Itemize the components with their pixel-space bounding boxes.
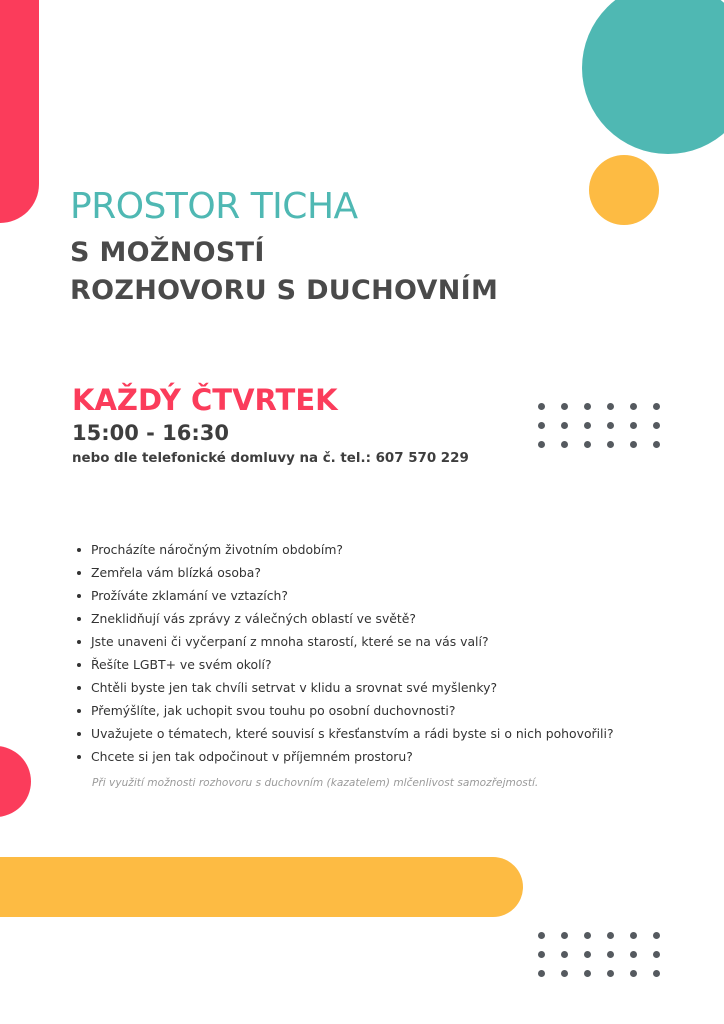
list-item: Prožíváte zklamání ve vztazích? xyxy=(91,584,614,607)
list-item: Přemýšlíte, jak uchopit svou touhu po osobní duchovnosti? xyxy=(91,699,614,722)
schedule-phone-note: nebo dle telefonické domluvy na č. tel.: 607 570 229 xyxy=(72,451,469,466)
title-line-2: S MOŽNOSTÍ xyxy=(70,237,265,268)
decor-yellow-circle xyxy=(589,155,659,225)
list-item: Zneklidňují vás zprávy z válečných oblastí ve světě? xyxy=(91,607,614,630)
decor-dot-grid-bottom xyxy=(538,932,660,977)
confidentiality-note: Při využití možnosti rozhovoru s duchovním (kazatelem) mlčenlivost samozřejmostí. xyxy=(92,777,539,789)
list-item: Chcete si jen tak odpočinout v příjemném prostoru? xyxy=(91,745,614,768)
list-item: Chtěli byste jen tak chvíli setrvat v klidu a srovnat své myšlenky? xyxy=(91,676,614,699)
title-line-3: ROZHOVORU S DUCHOVNÍM xyxy=(70,275,499,306)
decor-red-half-circle xyxy=(0,746,31,817)
list-item: Uvažujete o tématech, které souvisí s křesťanstvím a rádi byste si o nich pohovořili? xyxy=(91,722,614,745)
decor-dot-grid-top xyxy=(538,403,660,448)
list-item: Zemřela vám blízká osoba? xyxy=(91,561,614,584)
decor-yellow-bar xyxy=(0,857,523,917)
list-item: Řešíte LGBT+ ve svém okolí? xyxy=(91,653,614,676)
question-list xyxy=(72,538,614,768)
list-item: Procházíte náročným životním obdobím? xyxy=(91,538,614,561)
list-item: Jste unaveni či vyčerpaní z mnoha starostí, které se na vás valí? xyxy=(91,630,614,653)
decor-red-bar xyxy=(0,0,39,223)
schedule-day: KAŽDÝ ČTVRTEK xyxy=(72,383,338,417)
title-prostor-ticha: PROSTOR TICHA xyxy=(70,186,358,227)
decor-teal-circle xyxy=(582,0,724,154)
schedule-time: 15:00 - 16:30 xyxy=(72,421,230,445)
